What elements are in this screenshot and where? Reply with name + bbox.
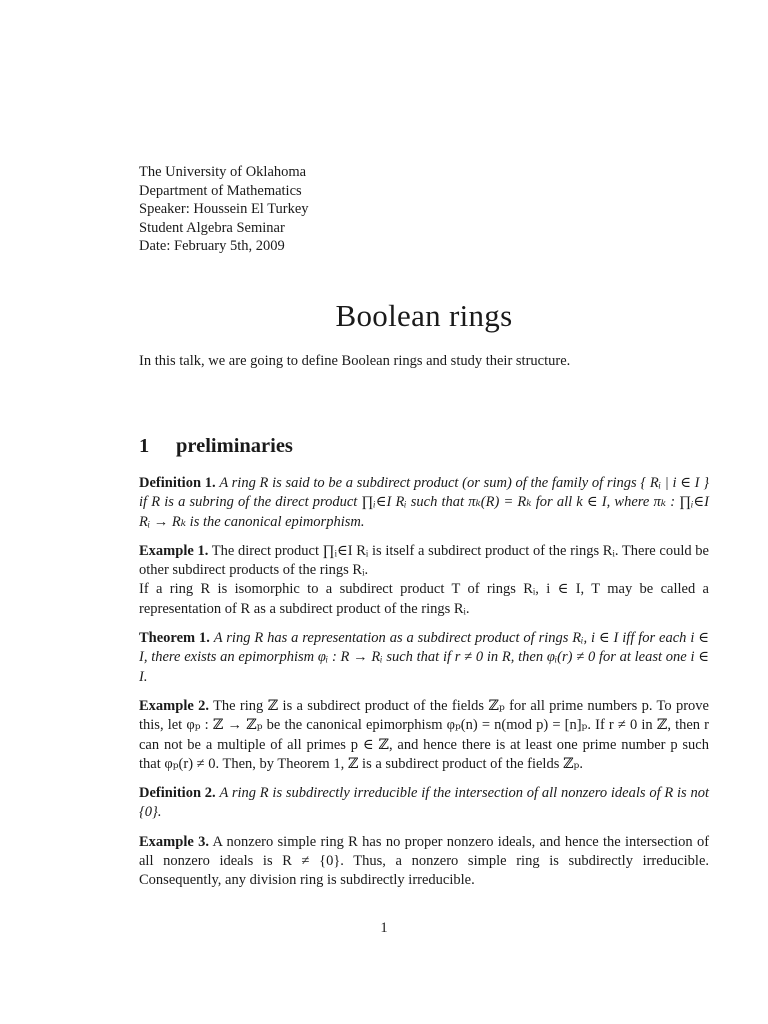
theorem-1 (139, 629, 709, 687)
section-heading (139, 434, 709, 458)
header-department: Department of Mathematics (139, 182, 302, 199)
section-number: 1 (139, 434, 150, 457)
example-3-label: Example 3. (139, 833, 209, 850)
header-date: Date: February 5th, 2009 (139, 238, 285, 255)
example-1-label: Example 1. (139, 542, 209, 559)
example-2 (139, 697, 709, 774)
page-content (139, 163, 709, 891)
theorem-1-label: Theorem 1. (139, 630, 210, 647)
example-1-text: The direct product ∏ᵢ∈I Rᵢ is itself a subdirect product of the rings Rᵢ. There could be other subdirect products of the rings Rᵢ. (139, 542, 709, 579)
example-1-text-continued: If a ring R is isomorphic to a subdirect product T of rings Rᵢ, i ∈ I, T may be called a representation of R as a subdirect product of the rings Rᵢ. (139, 581, 709, 617)
example-3 (139, 833, 709, 891)
example-3-text: A nonzero simple ring R has no proper nonzero ideals, and hence the intersection of all nonzero ideals is R ≠ {0}. Thus, a nonzero simple ring is subdirectly irreducible. Consequently, any division ring is subdirectly irreducible. (139, 833, 710, 889)
header-university: The University of Oklahoma (139, 164, 307, 180)
document-title: Boolean rings (335, 297, 513, 333)
example-2-text: The ring ℤ is a subdirect product of the fields ℤₚ for all prime numbers p. To prove this, let φₚ : ℤ → ℤₚ be the canonical epimorphism φₚ(n) = n(mod p) = [n]ₚ. If r ≠ 0 in ℤ, then r can not be a multiple of all primes p ∈ ℤ, and hence there is at least one prime number p such that φₚ(r) ≠ 0. Then, by Theorem 1, ℤ is a subdirect product of the fields ℤₚ. (139, 697, 709, 772)
header-seminar: Student Algebra Seminar (139, 219, 285, 236)
definition-1-label: Definition 1. (139, 474, 216, 491)
abstract: In this talk, we are going to define Boolean rings and study their structure. (139, 352, 571, 369)
section-title: preliminaries (176, 434, 293, 457)
definition-2-text: A ring R is subdirectly irreducible if the intersection of all nonzero ideals of R is not {0}. (139, 785, 710, 821)
definition-2 (139, 784, 709, 823)
definition-1 (139, 474, 709, 532)
header-block (139, 163, 709, 256)
page-number: 1 (380, 920, 388, 936)
theorem-1-text: A ring R has a representation as a subdirect product of rings Rᵢ, i ∈ I iff for each i ∈ I, there exists an epimorphism φᵢ : R → Rᵢ such that if r ≠ 0 in R, then φᵢ(r) ≠ 0 for at least one i ∈ I. (139, 630, 709, 685)
definition-2-label: Definition 2. (139, 785, 216, 802)
definition-1-text: A ring R is said to be a subdirect product (or sum) of the family of rings { Rᵢ | i ∈ I } if R is a subring of the direct product ∏ᵢ∈I Rᵢ such that πₖ(R) = Rₖ for all k ∈ I, where πₖ : ∏ᵢ∈I Rᵢ → Rₖ is the canonical epimorphism. (139, 474, 710, 530)
header-speaker: Speaker: Houssein El Turkey (139, 201, 309, 218)
example-1 (139, 542, 709, 619)
example-2-label: Example 2. (139, 697, 209, 714)
